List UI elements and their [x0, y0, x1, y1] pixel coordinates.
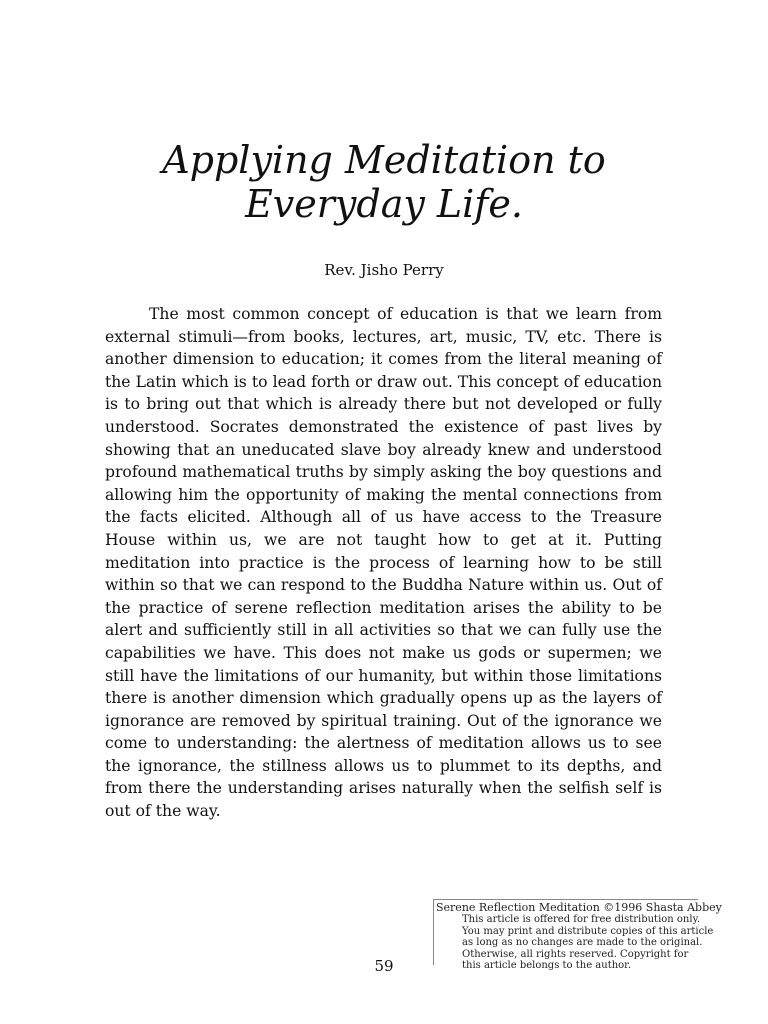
copyright-line: as long as no changes are made to the original. — [462, 937, 703, 948]
copyright-line: This article is offered for free distribution only. — [462, 914, 701, 925]
copyright-line: You may print and distribute copies of this article — [462, 925, 714, 937]
copyright-line: Otherwise, all rights reserved. Copyright for — [462, 948, 689, 960]
article-body-paragraph: The most common concept of education is that we learn from external stimuli—from books, lectures, art, music, TV, etc. There is another dimension to education; it comes from the literal meaning of the Latin which is to lead forth or draw out. This concept of education is to bring out that which is already there but not developed or fully understood. Socrates demonstrated the existence of past lives by showing that an uneducated slave boy already knew and understood profound mathematical truths by simply asking the boy questions and allowing him the opportunity of making the mental connections from the facts elicited. Although all of us have access to the Treasure House within us, we are not taught how to get at it. Putting meditation into practice is the process of learning how to be still within so that we can respond to the Buddha Nature within us. Out of the practice of serene reflection meditation arises the ability to be alert and sufficiently still in all activities so that we can fully use the capabilities we have. This does not make us gods or supermen; we still have the limitations of our humanity, but within those limitations there is another dimension which gradually opens up as the layers of ignorance are removed by spiritual training. Out of the ignorance we come to understanding: the alertness of meditation allows us to see the ignorance, the stillness allows us to plummet to its depths, and from there the understanding arises naturally when the selfish self is out of the way. — [105, 305, 662, 821]
copyright-title: Serene Reflection Meditation ©1996 Shasta Abbey — [436, 901, 722, 914]
article-author: Rev. Jisho Perry — [324, 261, 444, 279]
article-title-line-1: Applying Meditation to — [162, 138, 606, 182]
article-title-line-2: Everyday Life. — [245, 182, 523, 226]
copyright-line: this article belongs to the author. — [462, 960, 632, 971]
page-number: 59 — [374, 957, 394, 975]
article-title — [0, 138, 768, 226]
